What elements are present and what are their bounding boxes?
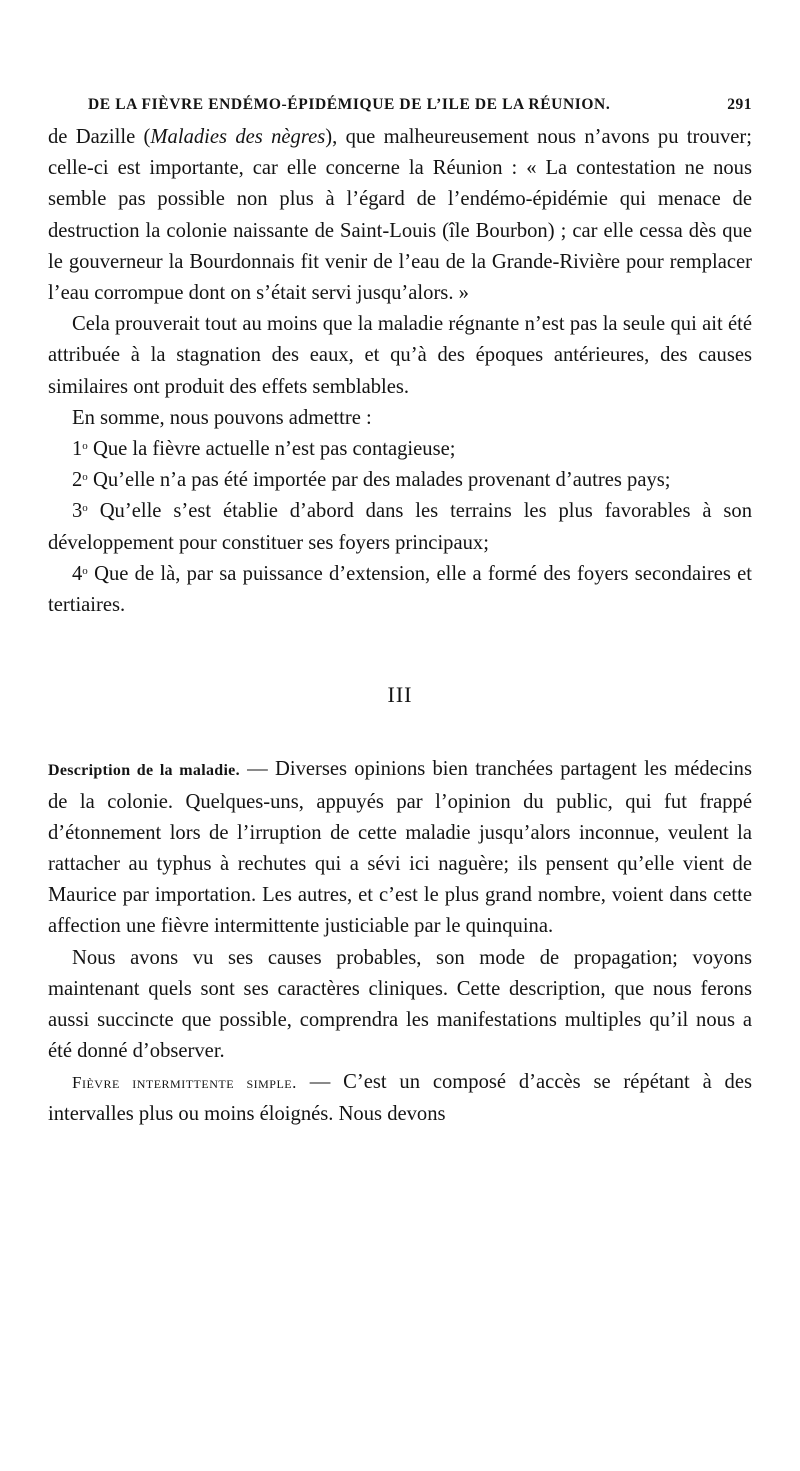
conclusion-item-1 [48, 434, 752, 465]
conclusion-item-3 [48, 496, 752, 558]
paragraph-summary-intro: En somme, nous pouvons admettre : [72, 406, 372, 429]
paragraph-clinical-intro: Nous avons vu ses causes probables, son mode de propagation; voyons maintenant quels sont ses caractères cliniques. Cette description, que nous ferons aussi succincte que possible, comprendra les manifestations multiples qu’il nous a été donné d’observer. [48, 946, 752, 1063]
running-head-title: DE LA FIÈVRE ENDÉMO-ÉPIDÉMIQUE DE L’ILE DE LA RÉUNION. [88, 96, 611, 113]
paragraph-dazille-quote [48, 122, 752, 309]
page-number: 291 [727, 96, 752, 113]
ordinal-mark: o [82, 440, 88, 453]
ordinal-mark: o [82, 502, 88, 515]
conclusion-text: Que la fièvre actuelle n’est pas contagieuse; [92, 438, 456, 461]
conclusion-item-4 [48, 559, 752, 621]
conclusion-item-2 [48, 465, 752, 496]
run-in-heading-description: Description de la maladie. [48, 762, 240, 780]
paragraph-dazille-before: de Dazille ( [48, 126, 151, 148]
conclusion-number: 3 [72, 500, 83, 523]
paragraph-description-text: — Diverses opinions bien tranchées partagent les médecins de la colonie. Quelques-uns, appuyés par l’opinion du public, qui fut frappé d’étonnement lors de l’irruption de cette maladie jusqu’alors inconnue, veulent la rattacher au typhus à rechutes qui a sévi ici naguère; ils pensent qu’elle vient de Maurice par importation. Les autres, et c’est le plus grand nombre, voient dans cette affection une fièvre intermittente justiciable par le quinquina. [48, 758, 752, 938]
conclusion-number: 4 [72, 562, 83, 585]
section-heading-roman: III [387, 682, 413, 708]
running-head [48, 96, 752, 114]
paragraph-simple-fever [48, 1067, 752, 1129]
conclusion-text: Que de là, par sa puissance d’extension, elle a formé des foyers secondaires et tertiaires. [48, 562, 752, 617]
ordinal-mark: o [82, 471, 88, 484]
page-body [48, 122, 752, 1130]
conclusion-number: 2 [72, 469, 83, 492]
conclusion-number: 1 [72, 438, 83, 461]
paragraph-dazille-after: ), que malheureusement nous n’avons pu trouver; celle-ci est importante, car elle concerne la Réunion : « La contestation ne nous semble pas possible non plus à l’égard de l’endémo-épidémie qui menace de destruction la colonie naissante de Saint-Louis (île Bourbon) ; car elle cessa dès que le gouverneur la Bourdonnais fit venir de l’eau de la Grande-Rivière pour remplacer l’eau corrompue dont on s’était servi jusqu’alors. » [48, 126, 752, 305]
conclusion-text: Qu’elle s’est établie d’abord dans les terrains les plus favorables à son développement pour constituer ses foyers principaux; [48, 500, 752, 554]
paragraph-description [48, 754, 752, 942]
paragraph-simple-fever-text: — C’est un composé d’accès se répétant à des intervalles plus ou moins éloignés. Nous devons [48, 1071, 752, 1125]
run-in-heading-simple-fever: Fièvre intermittente simple. [72, 1073, 297, 1093]
ordinal-mark: o [82, 564, 88, 577]
paragraph-stagnation: Cela prouverait tout au moins que la maladie régnante n’est pas la seule qui ait été attribuée à la stagnation des eaux, et qu’à des époques antérieures, des causes similaires ont produit des effets semblables. [48, 313, 752, 398]
book-page [48, 96, 752, 1130]
book-title-italic: Maladies des nègres [150, 126, 326, 148]
conclusion-text: Qu’elle n’a pas été importée par des malades provenant d’autres pays; [92, 469, 671, 492]
